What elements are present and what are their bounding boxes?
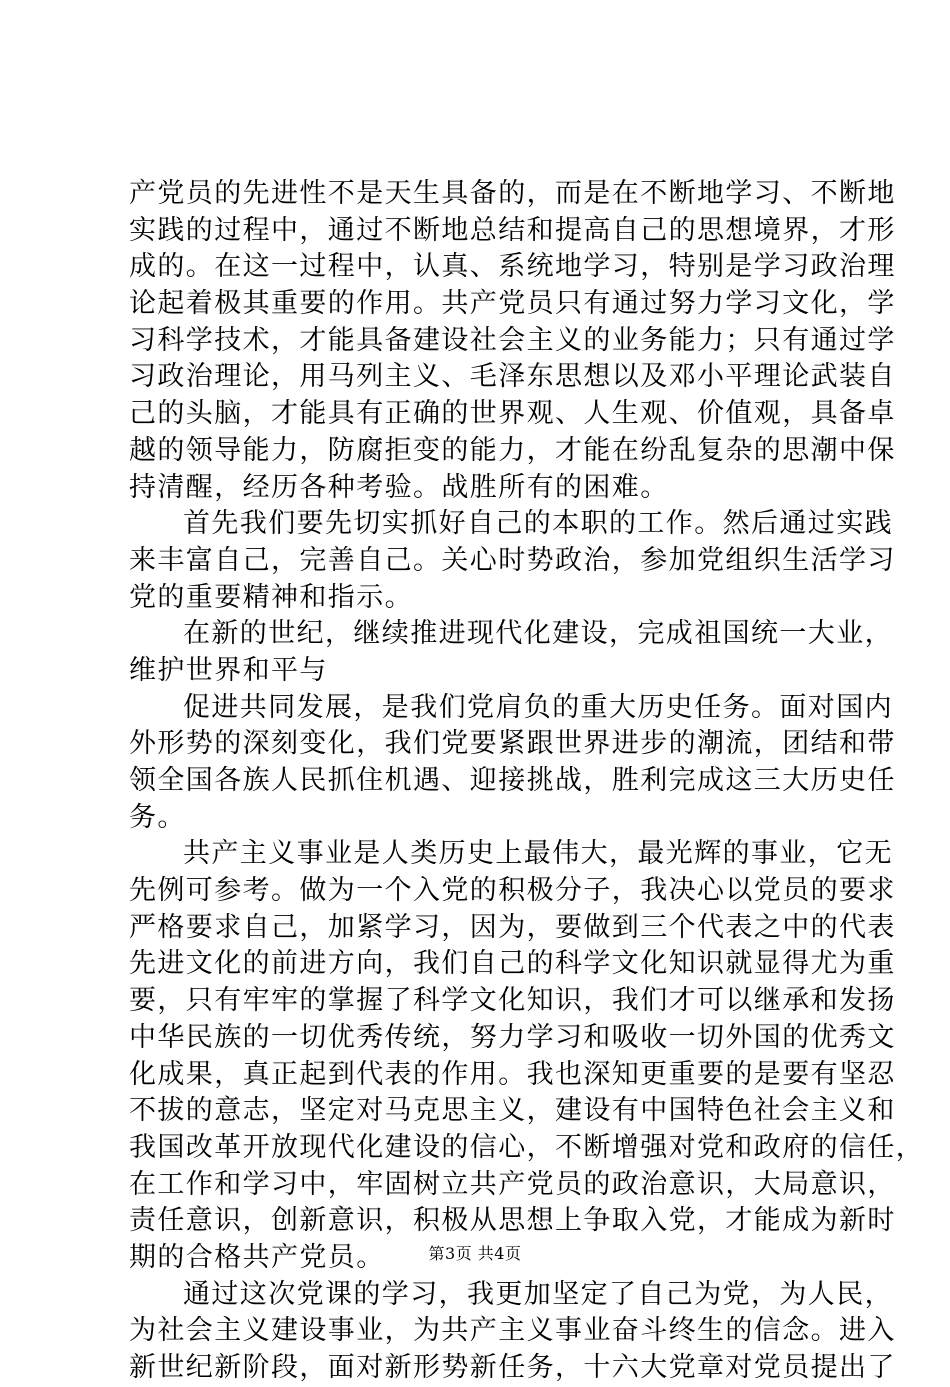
text-line: 期的合格共产党员。 (129, 1241, 385, 1273)
paragraph-first-line: 促进共同发展，是我们党肩负的重大历史任务。面对国内 (183, 691, 893, 723)
text-line: 化成果，真正起到代表的作用。我也深知更重要的是要有坚忍 (129, 1058, 896, 1090)
text-line: 要，只有牢牢的掌握了科学文化知识，我们才可以继承和发扬 (129, 985, 896, 1017)
text-line: 务。 (129, 801, 186, 833)
text-line: 在工作和学习中，牢固树立共产党员的政治意识，大局意识， (129, 1168, 896, 1200)
paragraph-first-line: 在新的世纪，继续推进现代化建设，完成祖国统一大业， (183, 618, 893, 650)
text-line: 越的领导能力，防腐拒变的能力，才能在纷乱复杂的思潮中保 (129, 434, 896, 466)
text-line: 新世纪新阶段，面对新形势新任务，十六大党章对党员提出了 (129, 1352, 896, 1383)
text-line: 持清醒，经历各种考验。战胜所有的困难。 (129, 471, 669, 503)
text-line: 产党员的先进性不是天生具备的，而是在不断地学习、不断地 (129, 178, 896, 209)
text-line: 责任意识，创新意识，积极从思想上争取入党，才能成为新时 (129, 1205, 896, 1237)
text-line: 实践的过程中，通过不断地总结和提高自己的思想境界，才形 (129, 214, 896, 246)
text-line: 习政治理论，用马列主义、毛泽东思想以及邓小平理论武装自 (129, 361, 896, 393)
paragraph-first-line: 通过这次党课的学习，我更加坚定了自己为党，为人民， (183, 1278, 893, 1310)
text-line: 为社会主义建设事业，为共产主义事业奋斗终生的信念。进入 (129, 1315, 896, 1347)
text-line: 外形势的深刻变化，我们党要紧跟世界进步的潮流，团结和带 (129, 728, 896, 760)
text-line: 先例可参考。做为一个入党的积极分子，我决心以党员的要求 (129, 875, 896, 907)
text-line: 中华民族的一切优秀传统，努力学习和吸收一切外国的优秀文 (129, 1021, 896, 1053)
page-number-footer: 第3页 共4页 (428, 1244, 522, 1263)
text-line: 不拔的意志，坚定对马克思主义，建设有中国特色社会主义和 (129, 1095, 896, 1127)
text-line: 领全国各族人民抓住机遇、迎接挑战，胜利完成这三大历史任 (129, 765, 896, 796)
text-line: 我国改革开放现代化建设的信心，不断增强对党和政府的信任， (129, 1131, 925, 1163)
text-line: 习科学技术，才能具备建设社会主义的业务能力；只有通过学 (129, 324, 896, 356)
text-line: 维护世界和平与 (129, 654, 328, 686)
paragraph-first-line: 共产主义事业是人类历史上最伟大，最光辉的事业，它无 (183, 838, 893, 870)
text-line: 己的头脑，才能具有正确的世界观、人生观、价值观，具备卓 (129, 398, 896, 430)
text-line: 成的。在这一过程中，认真、系统地学习，特别是学习政治理 (129, 251, 896, 283)
text-line: 先进文化的前进方向，我们自己的科学文化知识就显得尤为重 (129, 948, 896, 980)
text-line: 论起着极其重要的作用。共产党员只有通过努力学习文化，学 (129, 288, 896, 320)
document-body (129, 176, 925, 1387)
text-line: 严格要求自己，加紧学习，因为，要做到三个代表之中的代表 (129, 911, 896, 943)
text-line: 来丰富自己，完善自己。关心时势政治，参加党组织生活学习 (129, 544, 896, 576)
paragraph-first-line: 首先我们要先切实抓好自己的本职的工作。然后通过实践 (183, 508, 893, 540)
text-line: 党的重要精神和指示。 (129, 581, 413, 613)
